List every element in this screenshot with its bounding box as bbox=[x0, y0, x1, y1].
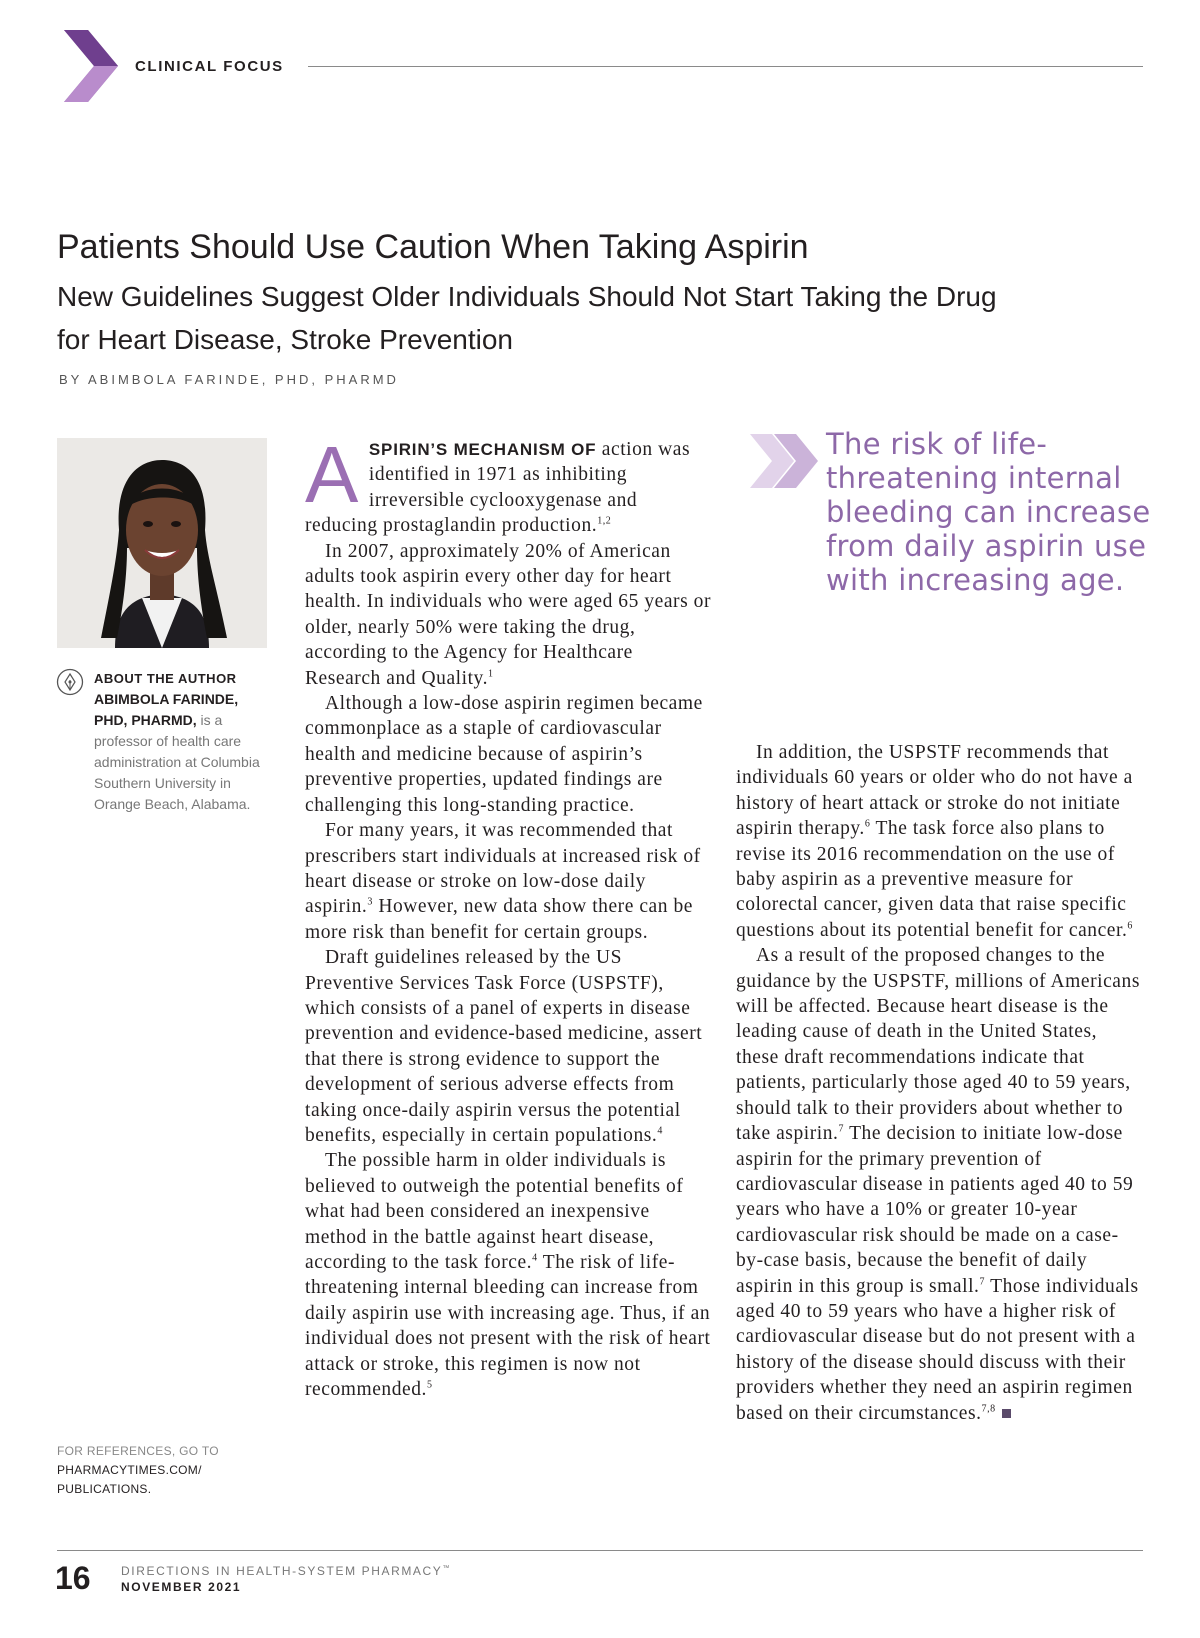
references-note bbox=[57, 1442, 267, 1499]
citation: 5 bbox=[426, 1379, 433, 1391]
citation: 6 bbox=[1127, 920, 1133, 932]
paragraph-3: Although a low-dose aspirin regimen became commonplace as a staple of cardiovascular health and medicine because of aspirin’s preventive properties, updated findings are challenging this long-standing practice. bbox=[305, 693, 703, 816]
about-author-heading: ABOUT THE AUTHOR bbox=[94, 671, 237, 686]
pull-quote: The risk of life-threatening internal bleeding can increase from daily aspirin use with increasing age. bbox=[826, 427, 1151, 597]
author-name: ABIMBOLA FARINDE, PHD, PHARMD, bbox=[94, 691, 239, 728]
end-mark-icon bbox=[1002, 1409, 1011, 1418]
paragraph-4: For many years, it was recommended that prescribers start individuals at increased risk of heart disease or stroke on low-dose daily aspirin.$^3$ However, new data show there can be more risk than benefit for certain groups. bbox=[305, 820, 701, 943]
double-chevron-icon bbox=[750, 434, 818, 488]
issue-date: NOVEMBER 2021 bbox=[121, 1580, 242, 1594]
paragraph-1: ASPIRIN’S MECHANISM OF action was identified in 1971 as inhibiting irreversible cyclooxygenase and reducing prostaglandin production.$^{1,2}$ bbox=[305, 430, 691, 537]
author-bio: is a professor of health care administration at Columbia Southern University in Orange Beach, Alabama. bbox=[94, 712, 260, 812]
section-label: CLINICAL FOCUS bbox=[135, 58, 284, 75]
citation: 4 bbox=[532, 1252, 538, 1264]
citation: 4 bbox=[657, 1125, 663, 1137]
references-link[interactable]: PHARMACYTIMES.COM/ PUBLICATIONS. bbox=[57, 1463, 202, 1496]
about-author bbox=[94, 668, 274, 815]
article-subtitle: New Guidelines Suggest Older Individuals Should Not Start Taking the Drug for Heart Disease, Stroke Prevention bbox=[57, 281, 997, 355]
chevron-logo-icon bbox=[60, 30, 118, 102]
citation: 6 bbox=[864, 818, 871, 830]
citation: 7 bbox=[979, 1276, 986, 1288]
body-column-1 bbox=[305, 430, 713, 1402]
citation: 7 bbox=[838, 1123, 845, 1135]
pen-nib-icon bbox=[56, 668, 84, 696]
citation: 1,2 bbox=[597, 515, 612, 527]
paragraph-2: In 2007, approximately 20% of American adults took aspirin every other day for heart health. In individuals who were aged 65 years or older, nearly 50% were taking the drug, according to the Agency for Healthcare Research and Quality.$^1$ bbox=[305, 540, 711, 689]
article-title: Patients Should Use Caution When Taking Aspirin bbox=[57, 228, 809, 266]
citation: 1 bbox=[488, 668, 494, 680]
header-divider bbox=[308, 66, 1143, 67]
trademark-symbol: ™ bbox=[442, 1565, 452, 1572]
publication-name: DIRECTIONS IN HEALTH-SYSTEM PHARMACY™ bbox=[121, 1564, 452, 1578]
body-column-2 bbox=[736, 740, 1144, 1426]
drop-cap: A bbox=[305, 430, 359, 519]
lead-in-caps: SPIRIN’S MECHANISM OF bbox=[368, 440, 597, 459]
article-byline: BY ABIMBOLA FARINDE, PHD, PHARMD bbox=[59, 372, 399, 387]
footer-divider bbox=[57, 1550, 1143, 1551]
references-label: FOR REFERENCES, GO TO bbox=[57, 1444, 219, 1458]
paragraph-8: As a result of the proposed changes to the guidance by the USPSTF, millions of Americans will be affected. Because heart disease is the leading cause of death in the United States, these draft recommendations indicate that patients, particularly those aged 40 to 59 years, should talk to their providers about whether to take aspirin.$^7$ The decision to initiate low-dose aspirin for the primary prevention of cardiovascular disease in patients aged 40 to 59 years who have a 10% or greater 10-year cardiovascular risk should be made on a case-by-case basis, because the benefit of daily aspirin in this group is small.$^7$ Those individuals aged 40 to 59 years who have a higher risk of cardiovascular disease but do not present with a history of the disease should discuss with their providers whether they need an aspirin regimen based on their circumstances.$^{7,8}$ bbox=[736, 945, 1140, 1424]
paragraph-6: The possible harm in older individuals is believed to outweigh the potential benefits of what had been considered an inexpensive method in the battle against heart disease, according to the task force.$^4$ The risk of life-threatening internal bleeding can increase from daily aspirin use with increasing age. Thus, if an individual does not present with the risk of heart attack or stroke, this regimen is now not recommended.$^5$ bbox=[305, 1150, 711, 1401]
paragraph-5: Draft guidelines released by the US Preventive Services Task Force (USPSTF), which consists of a panel of experts in disease prevention and evidence-based medicine, assert that there is strong evidence to support the development of serious adverse effects from taking once-daily aspirin versus the potential benefits, especially in certain populations.$^4$ bbox=[305, 947, 703, 1146]
paragraph-7: In addition, the USPSTF recommends that individuals 60 years or older who do not have a history of heart attack or stroke do not initiate aspirin therapy.$^6$ The task force also plans to revise its 2016 recommendation on the use of baby aspirin as a preventive measure for colorectal cancer, given data that raise specific questions about its potential benefit for cancer.$^6$ bbox=[736, 742, 1133, 941]
citation: 3 bbox=[367, 896, 373, 908]
citation: 7,8 bbox=[981, 1403, 996, 1415]
author-photo bbox=[57, 438, 267, 648]
page-number: 16 bbox=[55, 1560, 91, 1596]
